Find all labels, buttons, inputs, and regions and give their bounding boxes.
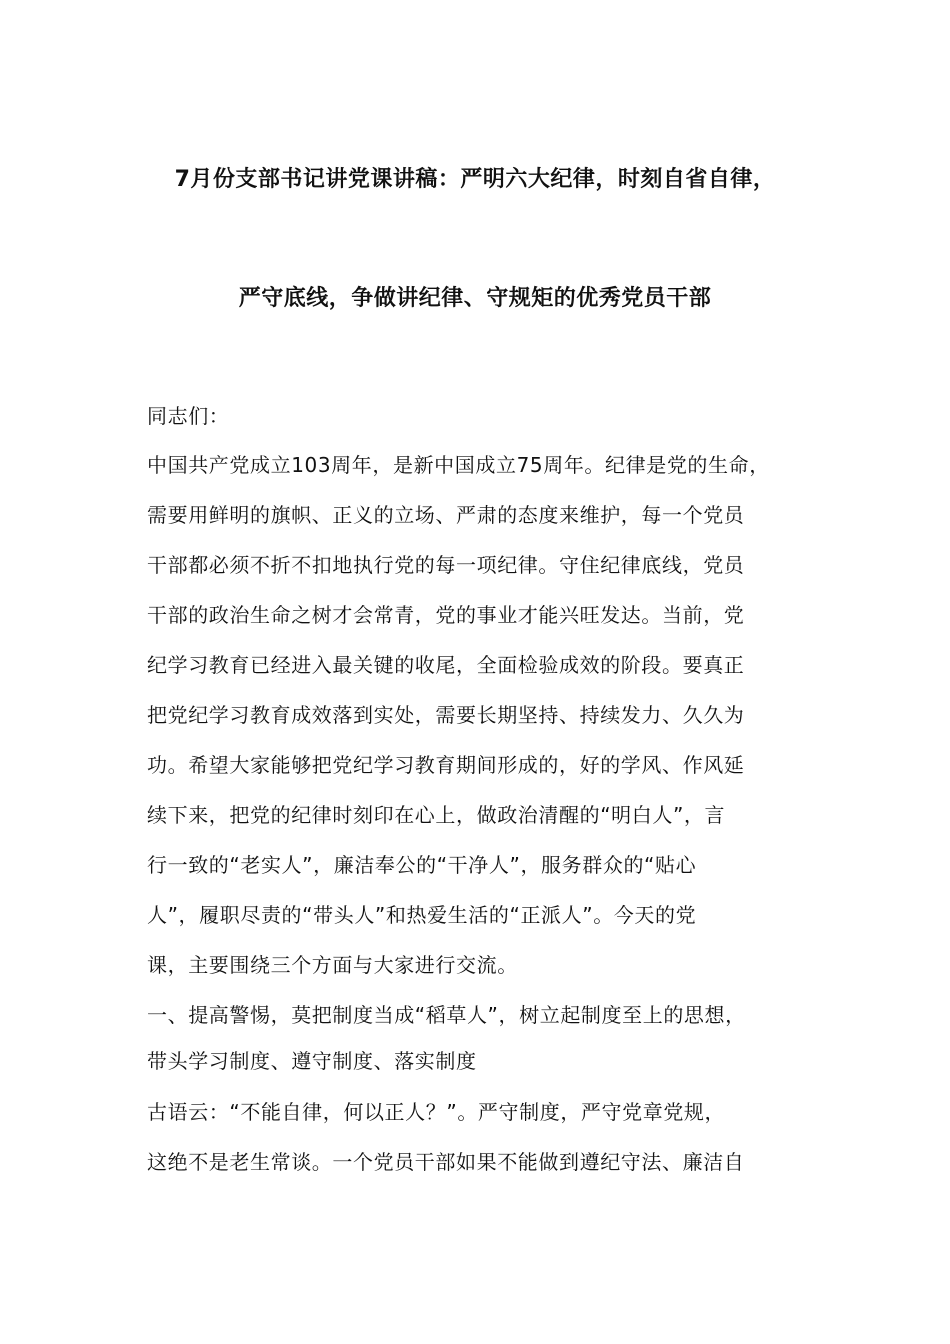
section-body-line: 这绝不是老生常谈。一个党员干部如果不能做到遵纪守法、廉洁自 <box>147 1150 745 1174</box>
greeting: 同志们： <box>147 404 230 428</box>
body-line: 中国共产党成立103周年，是新中国成立75周年。纪律是党的生命， <box>147 453 770 477</box>
body-line: 功。希望大家能够把党纪学习教育期间形成的，好的学风、作风延 <box>147 753 745 777</box>
body-line: 人”，履职尽责的“带头人”和热爱生活的“正派人”。今天的党 <box>147 903 697 927</box>
body-line: 需要用鲜明的旗帜、正义的立场、严肃的态度来维护，每一个党员 <box>147 503 745 527</box>
body-line: 把党纪学习教育成效落到实处，需要长期坚持、持续发力、久久为 <box>147 703 745 727</box>
body-line: 行一致的“老实人”，廉洁奉公的“干净人”，服务群众的“贴心 <box>147 853 697 877</box>
body-line: 干部都必须不折不扣地执行党的每一项纪律。守住纪律底线，党员 <box>147 553 745 577</box>
body-line: 纪学习教育已经进入最关键的收尾，全面检验成效的阶段。要真正 <box>147 653 745 677</box>
body-line: 课，主要围绕三个方面与大家进行交流。 <box>147 953 518 977</box>
section-body-line: 古语云：“不能自律，何以正人？”。严守制度，严守党章党规， <box>147 1100 726 1124</box>
body-line: 干部的政治生命之树才会常青，党的事业才能兴旺发达。当前，党 <box>147 603 745 627</box>
body-line: 续下来，把党的纪律时刻印在心上，做政治清醒的“明白人”，言 <box>147 803 726 827</box>
document-title-line-2: 严守底线，争做讲纪律、守规矩的优秀党员干部 <box>238 286 712 311</box>
section-heading-line-1: 一、提高警惕，莫把制度当成“稻草人”，树立起制度至上的思想， <box>147 1003 746 1027</box>
section-heading-line-2: 带头学习制度、遵守制度、落实制度 <box>147 1049 477 1073</box>
document-title-line-1: 7月份支部书记讲党课讲稿：严明六大纪律，时刻自省自律， <box>174 167 776 192</box>
